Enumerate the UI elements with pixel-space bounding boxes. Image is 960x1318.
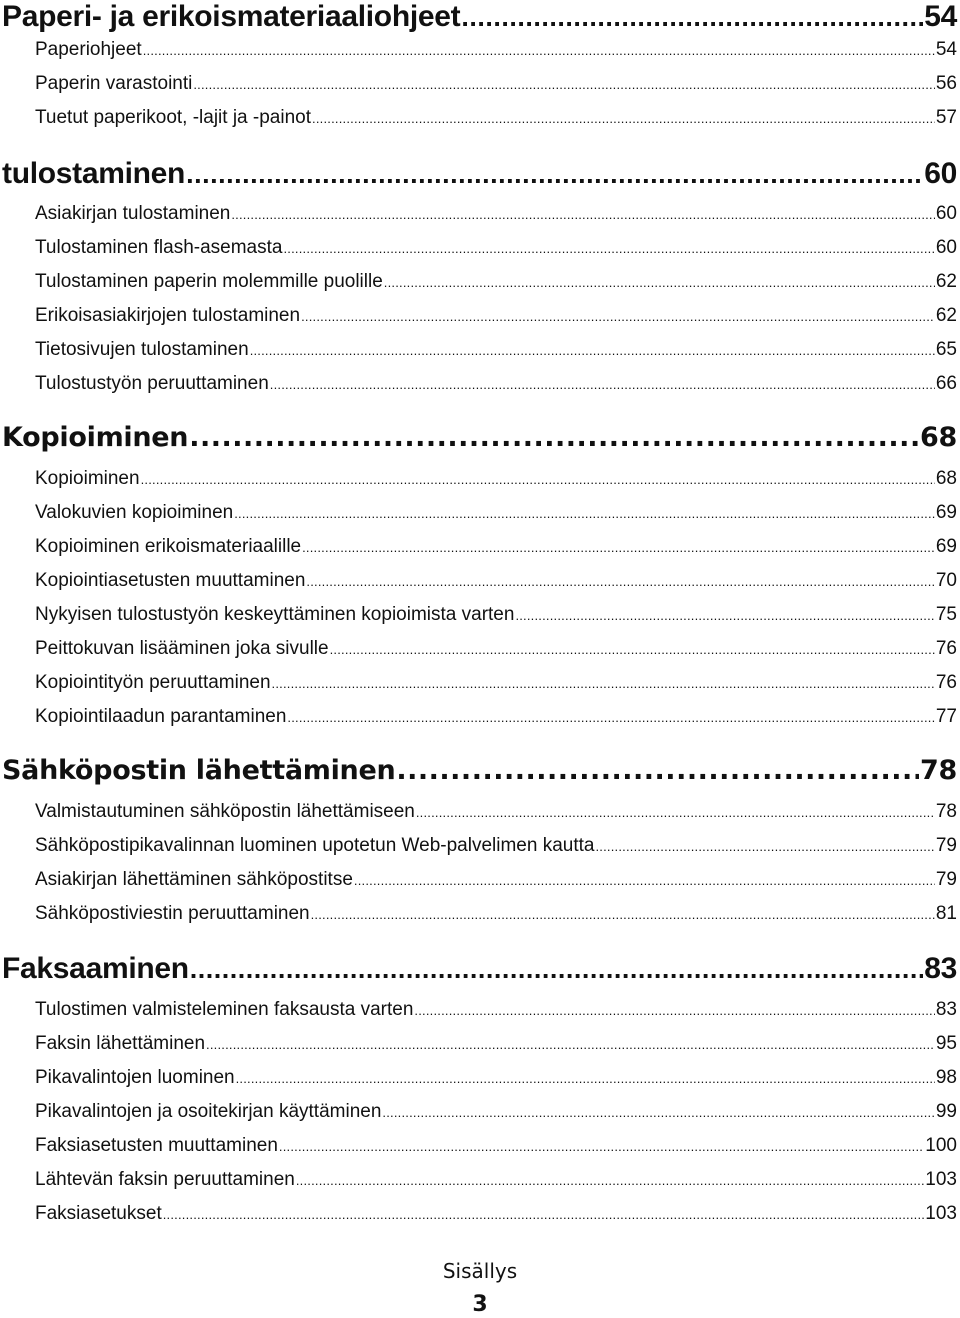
entry-page-number: 95 — [935, 1033, 957, 1054]
entry-title: Faksiasetusten muuttaminen — [35, 1135, 278, 1156]
entry-page-number: 54 — [935, 39, 957, 60]
toc-entry[interactable] — [35, 672, 957, 702]
dot-leader — [301, 309, 935, 324]
footer-page-number: 3 — [472, 1292, 488, 1317]
entry-page-number: 62 — [935, 305, 957, 326]
toc-entry[interactable] — [35, 1033, 957, 1063]
entry-page-number: 79 — [935, 835, 957, 856]
dot-leader — [306, 574, 934, 589]
entry-page-number: 60 — [935, 237, 957, 258]
dot-leader — [287, 710, 934, 725]
dot-leader — [311, 907, 935, 922]
entry-title: Paperiohjeet — [35, 39, 142, 60]
chapter-page-number: 68 — [920, 422, 957, 453]
toc-entry[interactable] — [35, 570, 957, 600]
dot-leader — [330, 642, 935, 657]
entry-title: Valmistautuminen sähköpostin lähettämiseen — [35, 801, 415, 822]
entry-title: Erikoisasiakirjojen tulostaminen — [35, 305, 301, 326]
dot-leader — [416, 805, 935, 820]
toc-entry[interactable] — [35, 903, 957, 933]
entry-page-number: 98 — [935, 1067, 957, 1088]
chapter-page-number: 54 — [924, 0, 957, 33]
entry-page-number: 103 — [925, 1169, 957, 1190]
dot-leader — [595, 839, 934, 854]
entry-title: Pikavalintojen luominen — [35, 1067, 235, 1088]
dot-leader — [143, 43, 935, 58]
dot-leader — [189, 422, 919, 453]
dot-leader — [283, 241, 934, 256]
toc-chapter-entry[interactable] — [2, 755, 957, 795]
dot-leader — [186, 159, 923, 190]
entry-page-number: 65 — [935, 339, 957, 360]
toc-entry[interactable] — [35, 1067, 957, 1097]
toc-entry[interactable] — [35, 638, 957, 668]
entry-title: Tietosivujen tulostaminen — [35, 339, 249, 360]
dot-leader — [190, 954, 923, 985]
dot-leader — [141, 472, 935, 487]
toc-entry[interactable] — [35, 801, 957, 831]
entry-page-number: 60 — [935, 203, 957, 224]
toc-entry[interactable] — [35, 536, 957, 566]
toc-chapter-entry[interactable] — [2, 952, 957, 992]
entry-title: Kopiointilaadun parantaminen — [35, 706, 287, 727]
toc-entry[interactable] — [35, 39, 957, 69]
chapter-title: Sähköpostin lähettäminen — [2, 755, 396, 786]
chapter-page-number: 60 — [924, 157, 957, 190]
toc-entry[interactable] — [35, 869, 957, 899]
entry-page-number: 62 — [935, 271, 957, 292]
dot-leader — [515, 608, 934, 623]
chapter-title: Faksaaminen — [2, 952, 189, 985]
toc-entry[interactable] — [35, 73, 957, 103]
entry-page-number: 78 — [935, 801, 957, 822]
chapter-title: Kopioiminen — [2, 422, 189, 453]
toc-entry[interactable] — [35, 237, 957, 267]
dot-leader — [272, 676, 935, 691]
toc-entry[interactable] — [35, 835, 957, 865]
dot-leader — [296, 1173, 924, 1188]
entry-title: Kopioiminen erikoismateriaalille — [35, 536, 302, 557]
entry-page-number: 56 — [935, 73, 957, 94]
dot-leader — [414, 1003, 934, 1018]
entry-title: Tuetut paperikoot, -lajit ja -painot — [35, 107, 312, 128]
entry-title: Peittokuvan lisääminen joka sivulle — [35, 638, 329, 659]
entry-title: Kopioiminen — [35, 468, 140, 489]
chapter-title: tulostaminen — [2, 157, 186, 190]
dot-leader — [250, 343, 935, 358]
entry-title: Pikavalintojen ja osoitekirjan käyttäminen — [35, 1101, 382, 1122]
entry-title: Lähtevän faksin peruuttaminen — [35, 1169, 295, 1190]
entry-title: Kopiointityön peruuttaminen — [35, 672, 271, 693]
entry-title: Tulostustyön peruuttaminen — [35, 373, 269, 394]
toc-entry[interactable] — [35, 706, 957, 736]
entry-title: Tulostimen valmisteleminen faksausta varten — [35, 999, 414, 1020]
entry-page-number: 76 — [935, 672, 957, 693]
entry-title: Sähköpostiviestin peruuttaminen — [35, 903, 310, 924]
entry-page-number: 70 — [935, 570, 957, 591]
entry-page-number: 77 — [935, 706, 957, 727]
chapter-page-number: 78 — [920, 755, 957, 786]
toc-entry[interactable] — [35, 1169, 957, 1199]
toc-entry[interactable] — [35, 468, 957, 498]
dot-leader — [384, 275, 935, 290]
dot-leader — [163, 1207, 925, 1222]
dot-leader — [461, 2, 923, 33]
toc-chapter-entry[interactable] — [2, 157, 957, 197]
entry-page-number: 83 — [935, 999, 957, 1020]
dot-leader — [354, 873, 935, 888]
entry-title: Nykyisen tulostustyön keskeyttäminen kopioimista varten — [35, 604, 515, 625]
dot-leader — [193, 77, 934, 92]
toc-entry[interactable] — [35, 373, 957, 403]
toc-chapter-entry[interactable] — [2, 422, 957, 462]
entry-page-number: 66 — [935, 373, 957, 394]
entry-title: Tulostaminen flash-asemasta — [35, 237, 283, 258]
chapter-page-number: 83 — [924, 952, 957, 985]
entry-page-number: 103 — [925, 1203, 957, 1224]
toc-entry[interactable] — [35, 305, 957, 335]
toc-entry[interactable] — [35, 1101, 957, 1131]
entry-page-number: 57 — [935, 107, 957, 128]
dot-leader — [312, 111, 935, 126]
dot-leader — [270, 377, 935, 392]
entry-page-number: 99 — [935, 1101, 957, 1122]
entry-page-number: 69 — [935, 536, 957, 557]
entry-title: Valokuvien kopioiminen — [35, 502, 234, 523]
toc-entry[interactable] — [35, 1135, 957, 1165]
dot-leader — [231, 207, 934, 222]
entry-title: Sähköpostipikavalinnan luominen upotetun Web-palvelimen kautta — [35, 835, 595, 856]
toc-entry[interactable] — [35, 1203, 957, 1233]
entry-title: Asiakirjan tulostaminen — [35, 203, 231, 224]
dot-leader — [279, 1139, 924, 1154]
toc-entry[interactable] — [35, 339, 957, 369]
entry-page-number: 76 — [935, 638, 957, 659]
entry-title: Asiakirjan lähettäminen sähköpostitse — [35, 869, 353, 890]
toc-entry[interactable] — [35, 999, 957, 1029]
footer-section-label: Sisällys — [442, 1259, 518, 1283]
dot-leader — [234, 506, 935, 521]
entry-page-number: 68 — [935, 468, 957, 489]
dot-leader — [302, 540, 935, 555]
toc-entry[interactable] — [35, 604, 957, 634]
dot-leader — [236, 1071, 935, 1086]
toc-entry[interactable] — [35, 271, 957, 301]
entry-title: Kopiointiasetusten muuttaminen — [35, 570, 306, 591]
entry-page-number: 81 — [935, 903, 957, 924]
dot-leader — [206, 1037, 935, 1052]
chapter-title: Paperi- ja erikoismateriaaliohjeet — [2, 0, 461, 33]
dot-leader — [396, 755, 919, 786]
entry-title: Faksin lähettäminen — [35, 1033, 206, 1054]
dot-leader — [382, 1105, 934, 1120]
entry-page-number: 79 — [935, 869, 957, 890]
entry-title: Faksiasetukset — [35, 1203, 162, 1224]
entry-page-number: 69 — [935, 502, 957, 523]
entry-page-number: 75 — [935, 604, 957, 625]
toc-entry[interactable] — [35, 203, 957, 233]
entry-page-number: 100 — [925, 1135, 957, 1156]
toc-entry[interactable] — [35, 502, 957, 532]
toc-entry[interactable] — [35, 107, 957, 137]
entry-title: Paperin varastointi — [35, 73, 193, 94]
entry-title: Tulostaminen paperin molemmille puolille — [35, 271, 383, 292]
toc-chapter-entry[interactable] — [2, 0, 957, 40]
